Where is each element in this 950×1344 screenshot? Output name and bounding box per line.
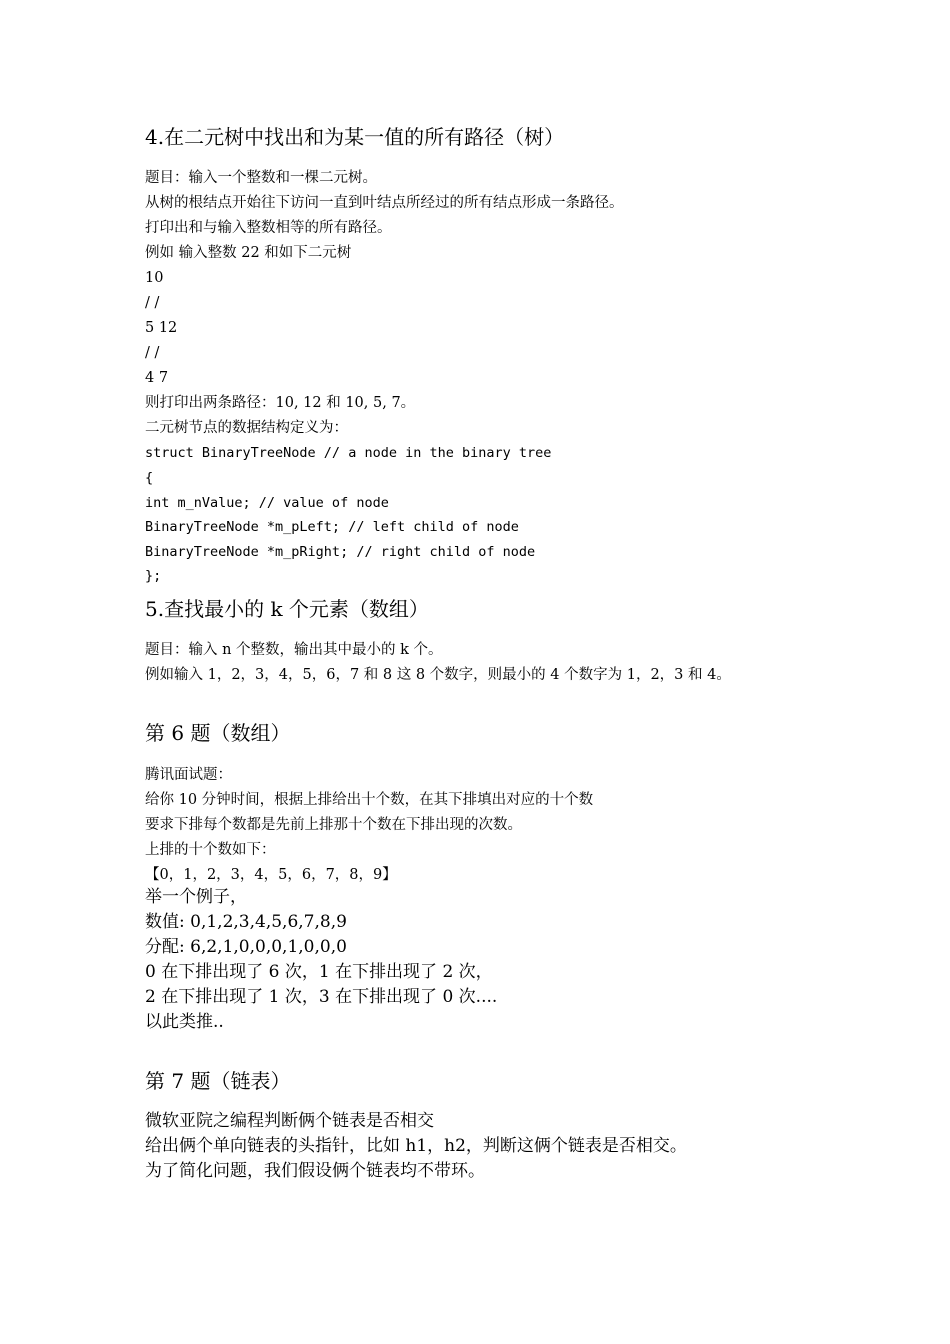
tree-level-2: 4 7 bbox=[145, 370, 169, 386]
s7-line-2: 给出俩个单向链表的头指针，比如 h1，h2，判断这俩个链表是否相交。 bbox=[145, 1136, 687, 1156]
tree-level-1: 5 12 bbox=[145, 320, 178, 336]
code-line-4: BinaryTreeNode *m_pLeft; // left child of node bbox=[145, 519, 519, 535]
code-line-3: int m_nValue; // value of node bbox=[145, 495, 389, 511]
s4-line-4: 例如 输入整数 22 和如下二元树 bbox=[145, 245, 352, 261]
code-line-1: struct BinaryTreeNode // a node in the binary tree bbox=[145, 445, 552, 461]
tree-root: 10 bbox=[145, 270, 164, 286]
s5-line-1: 题目：输入 n 个整数，输出其中最小的 k 个。 bbox=[145, 642, 443, 658]
section-4-title: 4.在二元树中找出和为某一值的所有路径（树） bbox=[145, 125, 565, 149]
s6-line-4: 上排的十个数如下： bbox=[145, 842, 276, 858]
code-line-5: BinaryTreeNode *m_pRight; // right child of node bbox=[145, 544, 536, 560]
s6-example-6: 以此类推.. bbox=[145, 1012, 224, 1032]
code-line-2: { bbox=[145, 470, 154, 486]
document-page bbox=[145, 0, 925, 1344]
s6-line-1: 腾讯面试题： bbox=[145, 767, 232, 783]
s4-result-line: 则打印出两条路径：10, 12 和 10, 5, 7。 bbox=[145, 395, 416, 411]
s4-line-1: 题目：输入一个整数和一棵二元树。 bbox=[145, 170, 377, 186]
s6-line-2: 给你 10 分钟时间，根据上排给出十个数，在其下排填出对应的十个数 bbox=[145, 792, 594, 808]
section-5-title: 5.查找最小的 k 个元素（数组） bbox=[145, 597, 429, 621]
s4-line-2: 从树的根结点开始往下访问一直到叶结点所经过的所有结点形成一条路径。 bbox=[145, 195, 624, 211]
section-6-title: 第 6 题（数组） bbox=[145, 721, 291, 745]
tree-branch-1: / / bbox=[145, 295, 160, 311]
s5-line-2: 例如输入 1，2，3，4，5，6，7 和 8 这 8 个数字，则最小的 4 个数字为 1，2，3 和 4。 bbox=[145, 667, 731, 683]
s6-example-5: 2 在下排出现了 1 次，3 在下排出现了 0 次.... bbox=[145, 987, 498, 1007]
s4-struct-intro: 二元树节点的数据结构定义为： bbox=[145, 420, 348, 436]
s6-example-values: 数值: 0,1,2,3,4,5,6,7,8,9 bbox=[145, 912, 347, 932]
code-line-6: }; bbox=[145, 568, 162, 584]
s6-example-1: 举一个例子， bbox=[145, 887, 247, 907]
tree-branch-2: / / bbox=[145, 345, 160, 361]
s7-line-3: 为了简化问题，我们假设俩个链表均不带环。 bbox=[145, 1161, 485, 1181]
s6-line-5: 【0，1，2，3，4，5，6，7，8，9】 bbox=[145, 867, 397, 883]
s6-example-distribution: 分配: 6,2,1,0,0,0,1,0,0,0 bbox=[145, 937, 347, 957]
s6-line-3: 要求下排每个数都是先前上排那十个数在下排出现的次数。 bbox=[145, 817, 522, 833]
s6-example-4: 0 在下排出现了 6 次，1 在下排出现了 2 次， bbox=[145, 962, 493, 982]
section-7-title: 第 7 题（链表） bbox=[145, 1069, 291, 1093]
s7-line-1: 微软亚院之编程判断俩个链表是否相交 bbox=[145, 1111, 434, 1131]
s4-line-3: 打印出和与输入整数相等的所有路径。 bbox=[145, 220, 392, 236]
